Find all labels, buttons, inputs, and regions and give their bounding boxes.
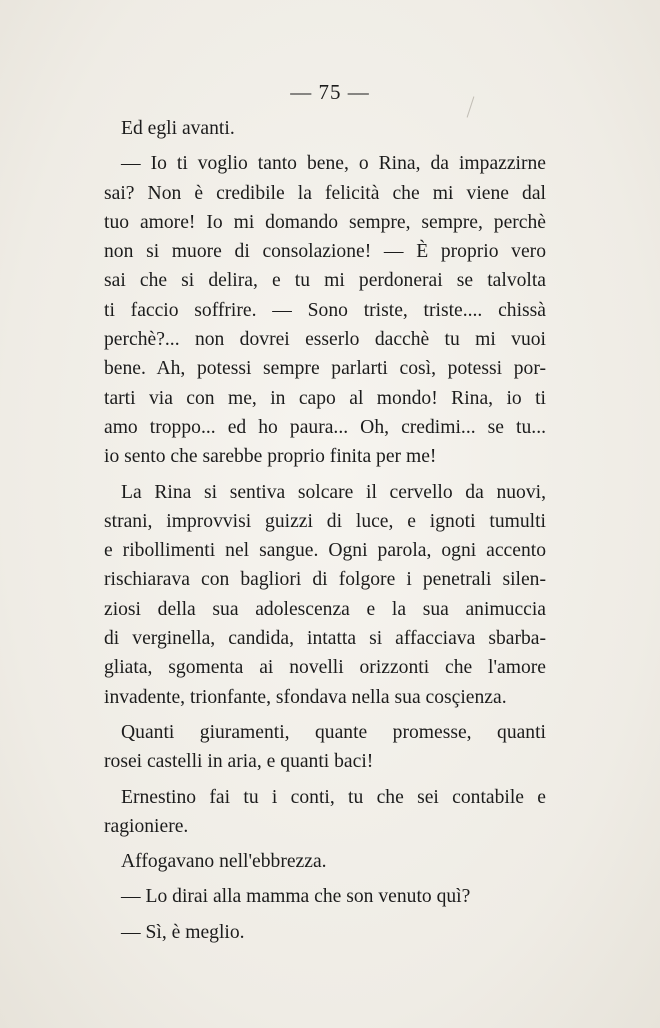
text-line: Quanti giuramenti, quante promesse, quanti	[121, 721, 546, 743]
text-line: rischiarava con bagliori di folgore i penetrali silen-	[104, 569, 546, 591]
text-line: e ribollimenti nel sangue. Ogni parola, ogni accento	[104, 540, 546, 562]
text-line: Ed egli avanti.	[121, 118, 235, 139]
text-line: — Io ti voglio tanto bene, o Rina, da impazzirne	[121, 153, 546, 175]
body-text	[104, 114, 546, 953]
text-line: ziosi della sua adolescenza e la sua animuccia	[104, 598, 546, 620]
text-line: perchè?... non dovrei esserlo dacchè tu mi vuoi	[104, 329, 546, 351]
text-line: rosei castelli in aria, e quanti baci!	[104, 751, 374, 773]
text-line: invadente, trionfante, sfondava nella sua cosçienza.	[104, 686, 507, 708]
paragraph	[104, 783, 546, 842]
text-line: ti faccio soffrire. — Sono triste, triste.... chissà	[104, 299, 546, 321]
text-line: La Rina si sentiva solcare il cervello da nuovi,	[121, 481, 546, 503]
text-line: gliata, sgomenta ai novelli orizzonti che l'amore	[104, 657, 546, 679]
text-line: di verginella, candida, intatta si affacciava sbarba-	[104, 628, 546, 650]
text-line: amo troppo... ed ho paura... Oh, credimi... se tu...	[104, 416, 546, 438]
text-line: ragioniere.	[104, 815, 189, 837]
paragraph	[104, 718, 546, 777]
text-line: sai? Non è credibile la felicità che mi viene dal	[104, 182, 546, 204]
paragraph	[104, 478, 546, 712]
text-line: sai che si delira, e tu mi perdonerai se talvolta	[104, 270, 546, 292]
text-line: — Lo dirai alla mamma che son venuto quì?	[121, 886, 471, 908]
text-line: Ernestino fai tu i conti, tu che sei contabile e	[121, 786, 546, 808]
text-line: bene. Ah, potessi sempre parlarti così, potessi por-	[104, 358, 546, 380]
text-line: non si muore di consolazione! — È proprio vero	[104, 241, 546, 263]
paragraph	[104, 882, 546, 911]
paragraph	[104, 149, 546, 471]
text-line: Affogavano nell'ebbrezza.	[121, 851, 327, 873]
paragraph	[104, 114, 546, 143]
page-number: — 75 —	[290, 80, 370, 104]
paragraph	[104, 847, 546, 876]
text-line: tuo amore! Io mi domando sempre, sempre, perchè	[104, 211, 546, 233]
paragraph	[104, 918, 546, 947]
text-line: — Sì, è meglio.	[121, 921, 245, 943]
text-line: tarti via con me, in capo al mondo! Rina, io ti	[104, 387, 546, 409]
text-line: io sento che sarebbe proprio finita per me!	[104, 446, 437, 468]
text-line: strani, improvvisi guizzi di luce, e ignoti tumulti	[104, 510, 546, 532]
